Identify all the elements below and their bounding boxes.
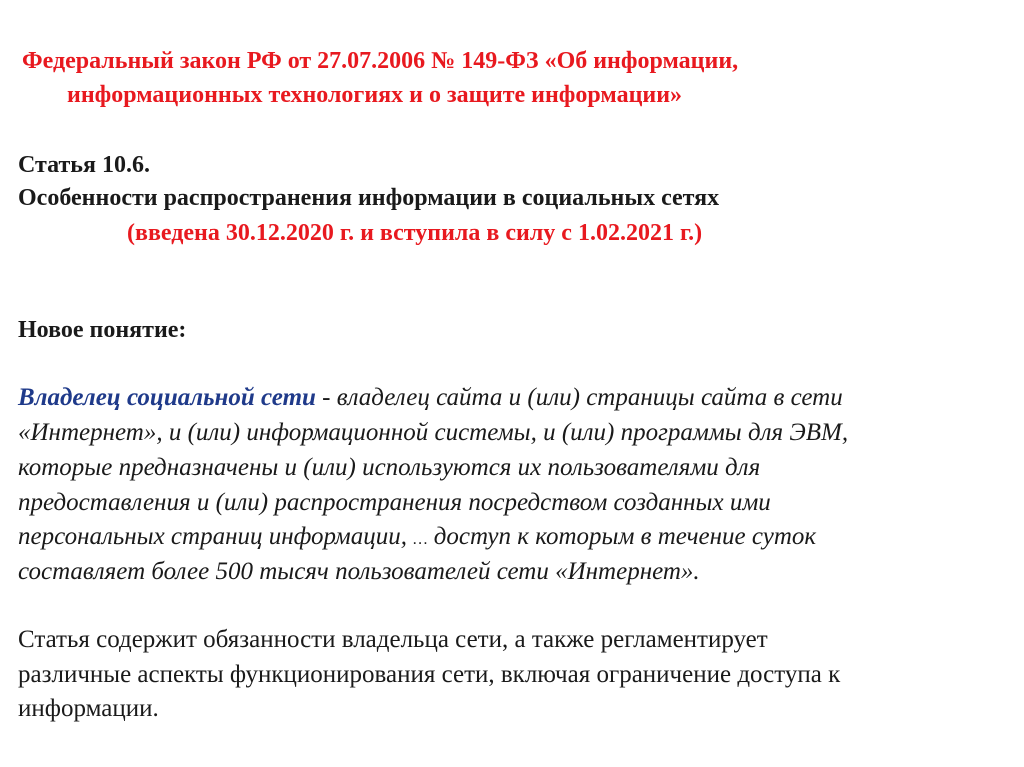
summary-line-3: информации.: [18, 695, 159, 722]
definition-term: Владелец социальной сети: [18, 384, 316, 411]
definition-line-1: [18, 383, 843, 413]
article-title: Особенности распространения информации в социальных сетях: [18, 185, 720, 211]
definition-line-1-text: - владелец сайта и (или) страницы сайта в сети: [315, 384, 843, 411]
summary-line-1: Статья содержит обязанности владельца сети, а также регламентирует: [18, 626, 768, 653]
definition-line-3: которые предназначены и (или) используются их пользователями для: [18, 454, 761, 481]
definition-line-6: составляет более 500 тысяч пользователей сети «Интернет».: [18, 558, 700, 585]
ellipsis-mark: …: [413, 531, 428, 548]
definition-line-5: [18, 522, 816, 555]
law-title-line-2: информационных технологиях и о защите информации»: [67, 82, 683, 108]
article-note: (введена 30.12.2020 г. и вступила в силу с 1.02.2021 г.): [127, 220, 703, 246]
definition-line-5-end: доступ к которым в течение суток: [427, 523, 817, 550]
new-concept-heading: Новое понятие:: [18, 317, 187, 343]
definition-line-5-start: персональных страниц информации,: [18, 523, 414, 550]
article-number: Статья 10.6.: [18, 152, 150, 178]
summary-line-2: различные аспекты функционирования сети, включая ограничение доступа к: [18, 661, 841, 688]
definition-line-2: «Интернет», и (или) информационной системы, и (или) программы для ЭВМ,: [18, 419, 849, 446]
definition-line-4: предоставления и (или) распространения посредством созданных ими: [18, 489, 771, 516]
law-title-line-1: Федеральный закон РФ от 27.07.2006 № 149-ФЗ «Об информации,: [22, 48, 739, 74]
